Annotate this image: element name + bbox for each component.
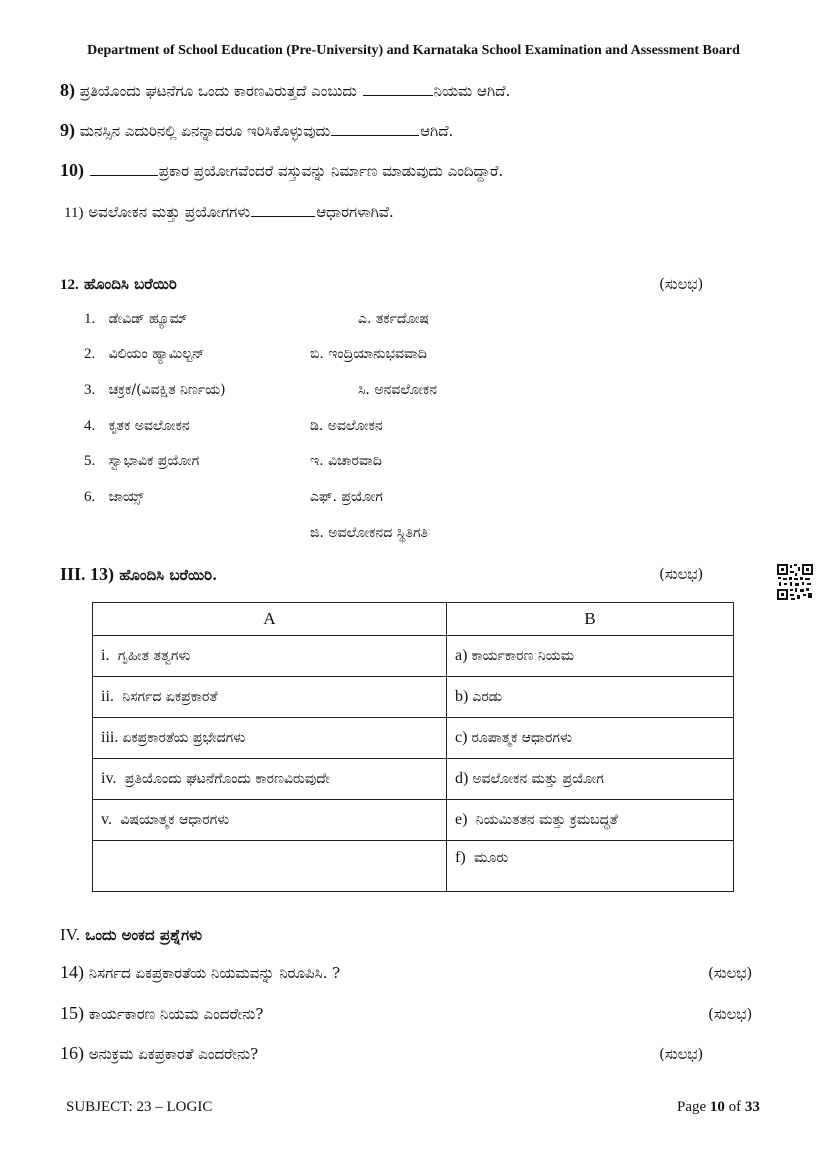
page-of: of	[728, 1099, 742, 1115]
item-text: ಕೃತಕ ಅವಲೋಕನ	[108, 418, 190, 434]
table-row	[93, 759, 734, 800]
cell-text: ಮೂರು	[474, 850, 509, 866]
answer-blank[interactable]	[90, 174, 158, 176]
question-text: ನಿಸರ್ಗದ ಏಕಪ್ರಕಾರತೆಯ ನಿಯಮವನ್ನು ನಿರೂಪಿಸಿ. ?	[88, 964, 341, 982]
footer-subject: SUBJECT: 23 – LOGIC	[66, 1099, 213, 1115]
column-a-header: A	[93, 603, 447, 636]
cell-b	[447, 677, 734, 718]
row-number: i.	[101, 647, 110, 664]
cell-text: ಎರಡು	[472, 689, 503, 705]
difficulty-tag: (ಸುಲಭ)	[708, 1005, 753, 1023]
q12-heading	[60, 275, 177, 294]
row-letter: a)	[455, 647, 468, 664]
match-left-item	[84, 453, 199, 470]
match-right-item: ಸಿ. ಅನವಲೋಕನ	[358, 382, 438, 398]
cell-text: ಅವಲೋಕನ ಮತ್ತು ಪ್ರಯೋಗ	[472, 771, 604, 787]
page-label: Page	[677, 1099, 707, 1115]
table-row	[93, 800, 734, 841]
cell-text: ಕಾರ್ಯಕಾರಣ ನಿಯಮ	[471, 648, 575, 664]
row-number: iv.	[101, 770, 117, 787]
page-current: 10	[709, 1099, 725, 1115]
cell-b	[447, 800, 734, 841]
section-iv-heading	[60, 925, 202, 945]
question-9	[60, 120, 453, 141]
question-number: III. 13)	[60, 564, 115, 584]
question-text: ಅವಲೋಕನ ಮತ್ತು ಪ್ರಯೋಗಗಳು	[88, 203, 251, 221]
answer-blank[interactable]	[331, 134, 419, 136]
cell-text: ಏಕಪ್ರಕಾರತೆಯ ಪ್ರಭೇದಗಳು	[122, 730, 246, 746]
page-header: Department of School Education (Pre-University) and Karnataka School Examination and Assessment Board	[87, 43, 740, 58]
match-right-item: ಎಫ್. ಪ್ರಯೋಗ	[310, 489, 383, 505]
answer-blank[interactable]	[363, 94, 433, 96]
match-right-item: ಇ. ವಿಚಾರವಾದಿ	[310, 453, 382, 469]
row-letter: f)	[455, 849, 466, 866]
match-table	[92, 602, 734, 892]
cell-text: ನಿಯಮಿತತನ ಮತ್ತು ಕ್ರಮಬದ್ಧತೆ	[475, 812, 618, 828]
cell-b	[447, 759, 734, 800]
q13-heading	[60, 564, 217, 585]
table-header-row	[93, 603, 734, 636]
match-left-item	[84, 346, 205, 363]
item-text: ಸ್ವಾಭಾವಿಕ ಪ್ರಯೋಗ	[108, 453, 200, 469]
cell-b	[447, 636, 734, 677]
question-text: ಮನಸ್ಸಿನ ಎದುರಿನಲ್ಲಿ ಏನನ್ನಾದರೂ ಇರಿಸಿಕೊಳ್ಳುವುದು	[79, 122, 331, 140]
row-letter: c)	[455, 729, 468, 746]
match-right-item: ಜಿ. ಅವಲೋಕನದ ಸ್ಥಿತಿಗತಿ	[310, 525, 428, 541]
difficulty-tag: (ಸುಲಭ)	[659, 1045, 704, 1063]
item-number: 5.	[84, 453, 96, 469]
question-number: 11)	[64, 205, 84, 221]
question-text: ಪ್ರಕಾರ ಪ್ರಯೋಗವೆಂದರೆ ವಸ್ತುವನ್ನು ನಿರ್ಮಾಣ ಮಾಡುವುದು ಎಂದಿದ್ದಾರೆ.	[158, 162, 504, 180]
row-number: ii.	[101, 688, 114, 705]
column-b-header: B	[447, 603, 734, 636]
question-text: ಆಗಿದೆ.	[420, 122, 454, 140]
cell-text: ವಿಷಯಾತ್ಮಕ ಆಧಾರಗಳು	[120, 812, 230, 828]
item-text: ಜಾಯ್ಸ್	[108, 489, 144, 505]
question-10	[60, 160, 503, 181]
cell-text: ನಿಸರ್ಗದ ಏಕಪ್ರಕಾರತೆ	[122, 689, 218, 705]
row-number: iii.	[101, 729, 119, 746]
question-11	[64, 203, 394, 222]
question-16	[60, 1043, 258, 1064]
cell-a	[93, 677, 447, 718]
item-text: ಚಕ್ರಕ/(ವಿವಕ್ಷಿತ ನಿರ್ಣಯ)	[108, 382, 226, 398]
match-left-item	[84, 382, 226, 399]
item-text: ವಿಲಿಯಂ ಹ್ಯಾಮಿಲ್ಟನ್	[108, 346, 205, 362]
heading-text: ಹೊಂದಿಸಿ ಬರೆಯಿರಿ	[83, 275, 177, 293]
question-number: 12.	[60, 277, 79, 293]
cell-text: ಗೃಹೀತ ತತ್ವಗಳು	[117, 648, 191, 664]
question-8	[60, 80, 510, 101]
difficulty-tag: (ಸುಲಭ)	[708, 964, 753, 982]
table-row	[93, 677, 734, 718]
match-left-item	[84, 311, 187, 328]
cell-text: ರೂಪಾತ್ಮಕ ಆಧಾರಗಳು	[471, 730, 573, 746]
match-right-item: ಬಿ. ಇಂದ್ರಿಯಾನುಭವವಾದಿ	[310, 346, 427, 362]
cell-a	[93, 759, 447, 800]
footer-page-number	[677, 1099, 760, 1116]
heading-text: ಒಂದು ಅಂಕದ ಪ್ರಶ್ನೆಗಳು	[85, 926, 202, 944]
row-letter: b)	[455, 688, 469, 705]
question-number: 8)	[60, 80, 75, 100]
question-14	[60, 962, 340, 983]
item-number: 2.	[84, 346, 96, 362]
section-number: IV.	[60, 925, 80, 944]
item-text: ಡೇವಿಡ್ ಹ್ಯೂಮ್	[108, 311, 188, 327]
row-number: v.	[101, 811, 112, 828]
table-row	[93, 841, 734, 892]
question-text: ಪ್ರತಿಯೊಂದು ಘಟನೆಗೂ ಒಂದು ಕಾರಣವಿರುತ್ತದೆ ಎಂಬುದು	[79, 82, 362, 100]
item-number: 6.	[84, 489, 96, 505]
question-text: ಆಧಾರಗಳಾಗಿವೆ.	[316, 203, 394, 221]
question-text: ಕಾರ್ಯಕಾರಣ ನಿಯಮ ಎಂದರೇನು?	[88, 1005, 264, 1023]
table-row	[93, 636, 734, 677]
cell-a	[93, 841, 447, 892]
item-number: 4.	[84, 418, 96, 434]
difficulty-tag: (ಸುಲಭ)	[659, 275, 704, 293]
page-total: 33	[744, 1099, 760, 1115]
heading-text: ಹೊಂದಿಸಿ ಬರೆಯಿರಿ.	[119, 566, 218, 584]
answer-blank[interactable]	[251, 215, 315, 217]
row-letter: e)	[455, 811, 468, 828]
match-left-item	[84, 418, 190, 435]
cell-a	[93, 636, 447, 677]
question-number: 10)	[60, 160, 84, 180]
question-number: 15)	[60, 1003, 84, 1023]
cell-b	[447, 718, 734, 759]
item-number: 1.	[84, 311, 96, 327]
qr-code-icon	[776, 563, 814, 601]
match-right-item: ಡಿ. ಅವಲೋಕನ	[310, 418, 383, 434]
question-number: 9)	[60, 120, 75, 140]
question-15	[60, 1003, 263, 1024]
question-text: ಅನುಕ್ರಮ ಏಕಪ್ರಕಾರತೆ ಎಂದರೇನು?	[88, 1045, 259, 1063]
cell-b	[447, 841, 734, 892]
table-row	[93, 718, 734, 759]
question-text: ನಿಯಮ ಆಗಿದೆ.	[433, 82, 511, 100]
question-number: 14)	[60, 962, 84, 982]
difficulty-tag: (ಸುಲಭ)	[659, 565, 704, 583]
cell-a	[93, 800, 447, 841]
cell-text: ಪ್ರತಿಯೊಂದು ಘಟನೆಗೊಂದು ಕಾರಣವಿರುವುದೇ	[124, 771, 330, 787]
match-left-item	[84, 489, 144, 506]
match-right-item: ಎ. ತರ್ಕದೋಷ	[358, 311, 429, 327]
cell-a	[93, 718, 447, 759]
item-number: 3.	[84, 382, 96, 398]
question-number: 16)	[60, 1043, 84, 1063]
row-letter: d)	[455, 770, 469, 787]
